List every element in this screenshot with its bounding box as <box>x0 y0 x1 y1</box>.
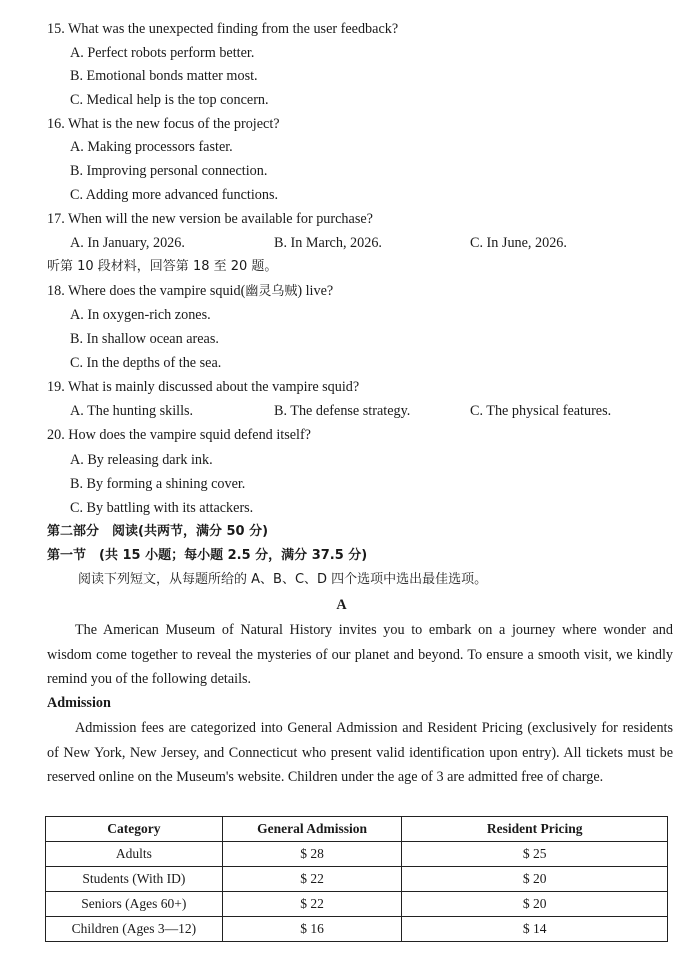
q19-option-a: A. The hunting skills. <box>70 403 194 419</box>
table-cell: $ 22 <box>222 867 402 892</box>
q18-stem-chinese: 幽灵乌贼 <box>245 284 298 299</box>
table-row <box>46 917 668 942</box>
passage-label: A <box>336 597 347 613</box>
q17-option-a: A. In January, 2026. <box>70 235 185 251</box>
table-cell: Students (With ID) <box>46 867 223 892</box>
header-general-admission: General Admission <box>222 817 402 842</box>
q20-option-a: A. By releasing dark ink. <box>70 452 213 468</box>
q16-option-b: B. Improving personal connection. <box>70 163 268 179</box>
table-row <box>46 842 668 867</box>
header-resident-pricing: Resident Pricing <box>402 817 668 842</box>
q19-option-c: C. The physical features. <box>470 403 612 419</box>
q15-option-a: A. Perfect robots perform better. <box>70 45 255 61</box>
section-1-heading: 第一节 (共 15 小题；每小题 2.5 分，满分 37.5 分) <box>47 548 368 563</box>
question-19: 19. What is mainly discussed about the vampire squid? <box>47 379 360 395</box>
table-cell: $ 14 <box>402 917 668 942</box>
material-10-instruction: 听第 10 段材料，回答第 18 至 20 题。 <box>47 259 278 274</box>
q17-option-c: C. In June, 2026. <box>470 235 567 251</box>
passage-paragraph-1: The American Museum of Natural History invites you to embark on a journey where wonder and wisdom come together to reveal the mysteries of our planet and beyond. To ensure a smooth visit, we kindly remind you of the following details. <box>47 622 673 687</box>
header-category: Category <box>46 817 223 842</box>
q18-option-c: C. In the depths of the sea. <box>70 355 222 371</box>
q15-option-c: C. Medical help is the top concern. <box>70 92 269 108</box>
table-cell: Children (Ages 3—12) <box>46 917 223 942</box>
q17-option-b: B. In March, 2026. <box>274 235 382 251</box>
q15-option-b: B. Emotional bonds matter most. <box>70 68 258 84</box>
table-cell: $ 28 <box>222 842 402 867</box>
question-18 <box>47 282 333 301</box>
q19-option-b: B. The defense strategy. <box>274 403 411 419</box>
q18-stem-post: ) live? <box>297 283 334 299</box>
admission-fee-table <box>45 816 668 942</box>
table-cell: $ 20 <box>402 867 668 892</box>
table-row <box>46 892 668 917</box>
question-17: 17. When will the new version be available for purchase? <box>47 211 373 227</box>
table-cell: $ 22 <box>222 892 402 917</box>
table-cell: Adults <box>46 842 223 867</box>
q18-option-b: B. In shallow ocean areas. <box>70 331 219 347</box>
q17-options-row <box>70 234 670 252</box>
question-15: 15. What was the unexpected finding from the user feedback? <box>47 21 399 37</box>
q20-option-b: B. By forming a shining cover. <box>70 476 246 492</box>
table-cell: Seniors (Ages 60+) <box>46 892 223 917</box>
table-cell: $ 16 <box>222 917 402 942</box>
table-cell: $ 20 <box>402 892 668 917</box>
q19-options-row <box>70 402 670 420</box>
reading-instruction: 阅读下列短文，从每题所给的 A、B、C、D 四个选项中选出最佳选项。 <box>78 572 488 587</box>
q16-option-c: C. Adding more advanced functions. <box>70 187 279 203</box>
q20-option-c: C. By battling with its attackers. <box>70 500 254 516</box>
table-header-row <box>46 817 668 842</box>
question-20: 20. How does the vampire squid defend itself? <box>47 427 311 443</box>
part-2-heading: 第二部分 阅读(共两节，满分 50 分) <box>47 524 269 539</box>
table-cell: $ 25 <box>402 842 668 867</box>
question-16: 16. What is the new focus of the project? <box>47 116 280 132</box>
q18-stem-pre: 18. Where does the vampire squid( <box>47 283 246 299</box>
q18-option-a: A. In oxygen-rich zones. <box>70 307 211 323</box>
table-row <box>46 867 668 892</box>
q16-option-a: A. Making processors faster. <box>70 139 233 155</box>
passage-paragraph-2: Admission fees are categorized into General Admission and Resident Pricing (exclusively for residents of New York, New Jersey, and Connecticut who present valid identification upon entry). All tickets must be reserved online on the Museum's website. Children under the age of 3 are admitted free of charge. <box>47 720 673 785</box>
admission-heading: Admission <box>47 695 111 711</box>
